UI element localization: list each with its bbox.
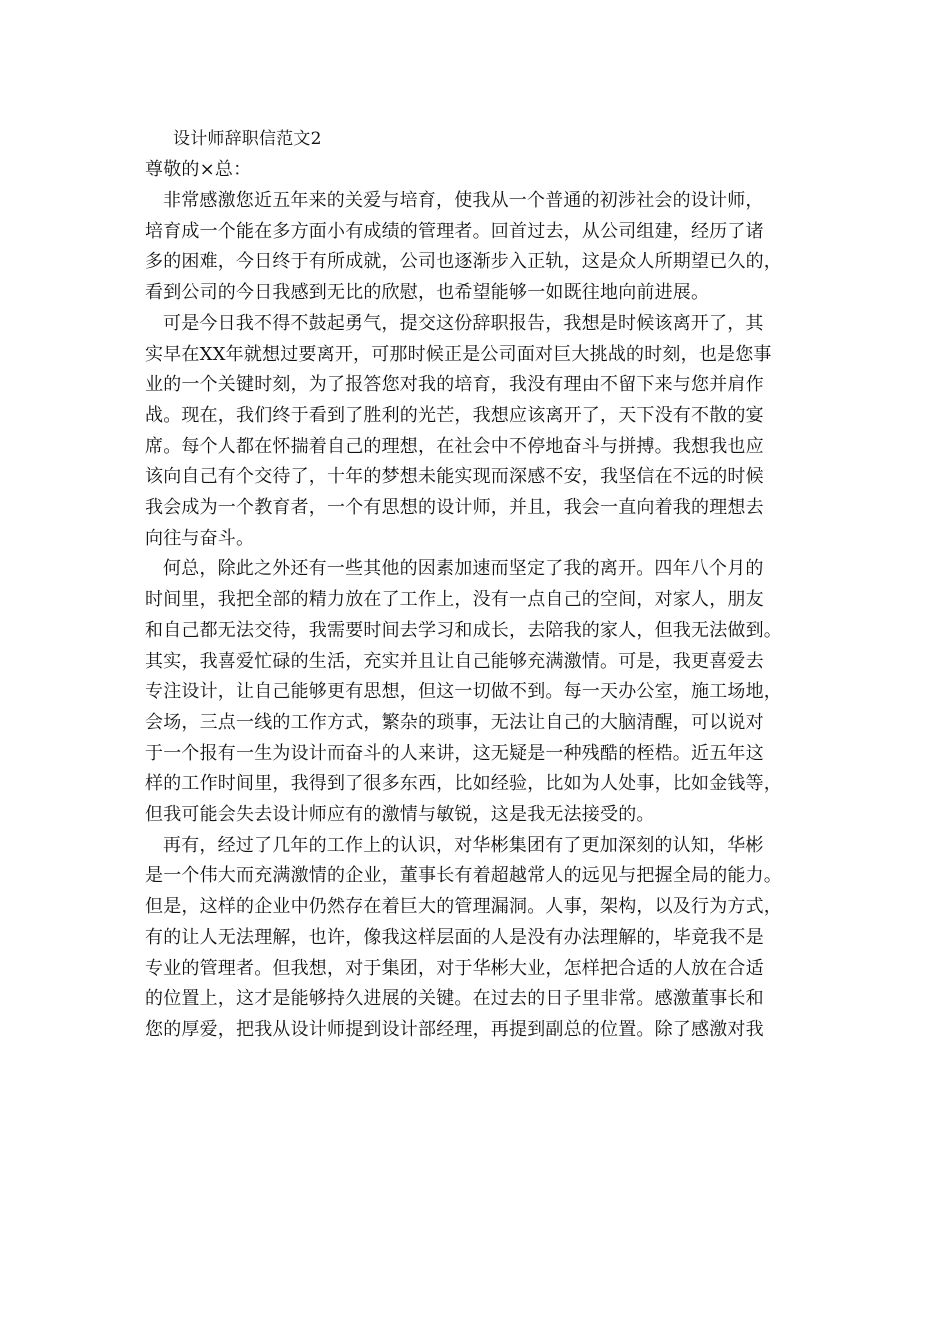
greeting: 尊敬的×总： bbox=[145, 159, 252, 180]
paragraph-personal-factors: 何总，除此之外还有一些其他的因素加速而坚定了我的离开。四年八个月的 时间里，我把全部的精力放在了工作上，没有一点自己的空间，对家人，朋友 和自己都无法交待，我需要时间去学习和成长，去陪我的家人，但我无法做到。 其实，我喜爱忙碌的生活，充实并且让自己能够充满激情。可是，我更喜爱去 专注设计，让自己能够更有思想，但这一切做不到。每一天办公室，施工场地， 会场，三点一线的工作方式，繁杂的琐事，无法让自己的大脑清醒，可以说对 于一个报有一生为设计而奋斗的人来讲，这无疑是一种残酷的桎梏。近五年这 样的工作时间里，我得到了很多东西，比如经验，比如为人处事，比如金钱等， 但我可能会失去设计师应有的激情与敏锐，这是我无法接受的。 bbox=[145, 558, 782, 826]
paragraph-resignation-reason: 可是今日我不得不鼓起勇气，提交这份辞职报告，我想是时候该离开了，其 实早在XX年就想过要离开，可那时候正是公司面对巨大挑战的时刻，也是您事 业的一个关键时刻，为了报答您对我的培育，我没有理由不留下来与您并肩作 战。现在，我们终于看到了胜利的光芒，我想应该离开了，天下没有不散的宴 席。每个人都在怀揣着自己的理想，在社会中不停地奋斗与拼搏。我想我也应 该向自己有个交待了，十年的梦想未能实现而深感不安，我坚信在不远的时候 我会成为一个教育者，一个有思想的设计师，并且，我会一直向着我的理想去 向往与奋斗。 bbox=[145, 312, 772, 549]
letter-body bbox=[145, 124, 810, 1046]
document-title: 设计师辞职信范文2 bbox=[173, 129, 322, 149]
paragraph-gratitude: 非常感激您近五年来的关爱与培育，使我从一个普通的初涉社会的设计师， 培育成一个能在多方面小有成绩的管理者。回首过去，从公司组建，经历了诸 多的困难，今日终于有所成就，公司也逐渐步入正轨，这是众人所期望已久的， 看到公司的今日我感到无比的欣慰，也希望能够一如既往地向前进展。 bbox=[145, 190, 782, 304]
paragraph-company-observations: 再有，经过了几年的工作上的认识，对华彬集团有了更加深刻的认知，华彬 是一个伟大而充满激情的企业，董事长有着超越常人的远见与把握全局的能力。 但是，这样的企业中仍然存在着巨大的管理漏洞。人事，架构，以及行为方式， 有的让人无法理解，也许，像我这样层面的人是没有办法理解的，毕竟我不是 专业的管理者。但我想，对于集团，对于华彬大业，怎样把合适的人放在合适 的位置上，这才是能够持久进展的关键。在过去的日子里非常。感激董事长和 您的厚爱，把我从设计师提到设计部经理，再提到副总的位置。除了感激对我 bbox=[145, 834, 782, 1040]
